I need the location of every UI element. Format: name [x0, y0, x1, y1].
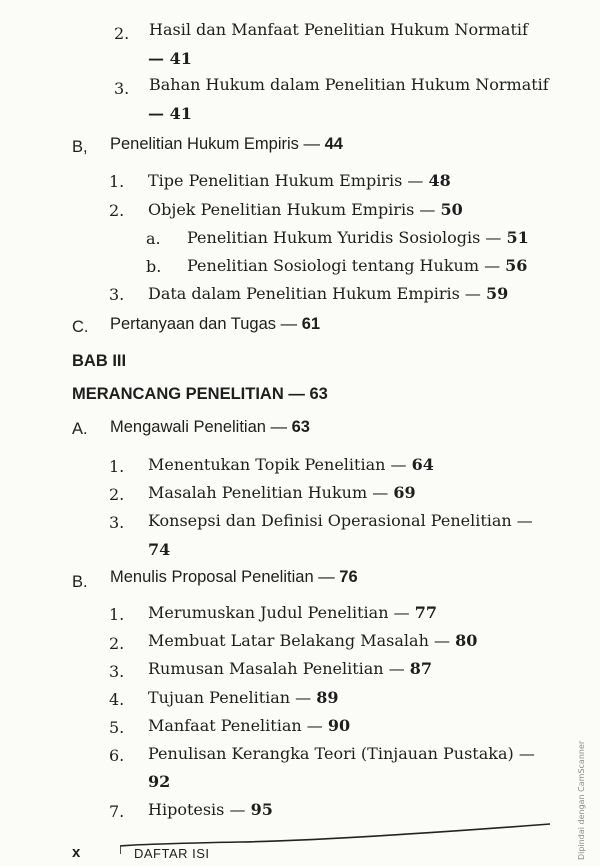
toc-section-title: Pertanyaan dan Tugas — 61 — [110, 315, 321, 333]
toc-item-number: 2. — [109, 485, 125, 504]
toc-item-number: 2. — [114, 24, 130, 43]
toc-section-title: Menulis Proposal Penelitian — 76 — [110, 568, 358, 586]
toc-item-title: Manfaat Penelitian — 90 — [148, 716, 351, 735]
toc-item-number: 3. — [114, 79, 130, 98]
toc-subitem-title: Penelitian Sosiologi tentang Hukum — 56 — [187, 256, 528, 275]
toc-item-page: 92 — [148, 772, 171, 791]
toc-item-title: Objek Penelitian Hukum Empiris — 50 — [148, 200, 463, 219]
chapter-title: MERANCANG PENELITIAN — 63 — [72, 385, 328, 403]
toc-item-title: Konsepsi dan Definisi Operasional Penelitian — — [148, 511, 533, 530]
toc-section-letter: B, — [72, 138, 88, 156]
toc-item-number: 1. — [109, 172, 125, 191]
toc-item-number: 3. — [109, 285, 125, 304]
toc-item-number: 1. — [109, 457, 125, 476]
toc-section-letter: A. — [72, 420, 88, 438]
toc-item-title: Hipotesis — 95 — [148, 800, 273, 819]
toc-item-number: 3. — [109, 662, 125, 681]
toc-item-title: Penulisan Kerangka Teori (Tinjauan Pustaka) — — [148, 744, 535, 763]
toc-item-title: Data dalam Penelitian Hukum Empiris — 59 — [148, 284, 509, 303]
toc-item-title: Tujuan Penelitian — 89 — [148, 688, 339, 707]
toc-item-number: 7. — [109, 802, 125, 821]
toc-item-title: Tipe Penelitian Hukum Empiris — 48 — [148, 171, 451, 190]
scanner-watermark-text: Dipindai dengan CamScanner — [577, 740, 586, 860]
toc-item-page: — 41 — [148, 49, 192, 68]
toc-item-number: 1. — [109, 605, 125, 624]
toc-item-title: Bahan Hukum dalam Penelitian Hukum Normatif — [149, 75, 549, 94]
toc-item-title: Menentukan Topik Penelitian — 64 — [148, 455, 434, 474]
toc-item-number: 2. — [109, 201, 125, 220]
toc-item-number: 4. — [109, 690, 125, 709]
toc-section-title: Penelitian Hukum Empiris — 44 — [110, 135, 343, 153]
toc-subitem-letter: a. — [146, 229, 161, 248]
toc-item-number: 6. — [109, 746, 125, 765]
toc-item-title: Hasil dan Manfaat Penelitian Hukum Normatif — [149, 20, 528, 39]
toc-item-title: Membuat Latar Belakang Masalah — 80 — [148, 631, 478, 650]
toc-item-page: — 41 — [148, 104, 192, 123]
toc-item-number: 3. — [109, 513, 125, 532]
chapter-label: BAB III — [72, 352, 127, 370]
toc-section-letter: C. — [72, 318, 89, 336]
toc-item-number: 5. — [109, 718, 125, 737]
toc-subitem-letter: b. — [146, 257, 162, 276]
toc-section-letter: B. — [72, 573, 88, 591]
toc-item-title: Masalah Penelitian Hukum — 69 — [148, 483, 416, 502]
toc-item-title: Merumuskan Judul Penelitian — 77 — [148, 603, 437, 622]
footer-page-number: x — [72, 844, 81, 861]
scanner-watermark — [577, 740, 591, 860]
toc-item-number: 2. — [109, 634, 125, 653]
toc-section-title: Mengawali Penelitian — 63 — [110, 418, 310, 436]
toc-item-page: 74 — [148, 540, 171, 559]
toc-subitem-title: Penelitian Hukum Yuridis Sosiologis — 51 — [187, 228, 529, 247]
footer-section-title: DAFTAR ISI — [134, 846, 210, 861]
toc-item-title: Rumusan Masalah Penelitian — 87 — [148, 659, 433, 678]
